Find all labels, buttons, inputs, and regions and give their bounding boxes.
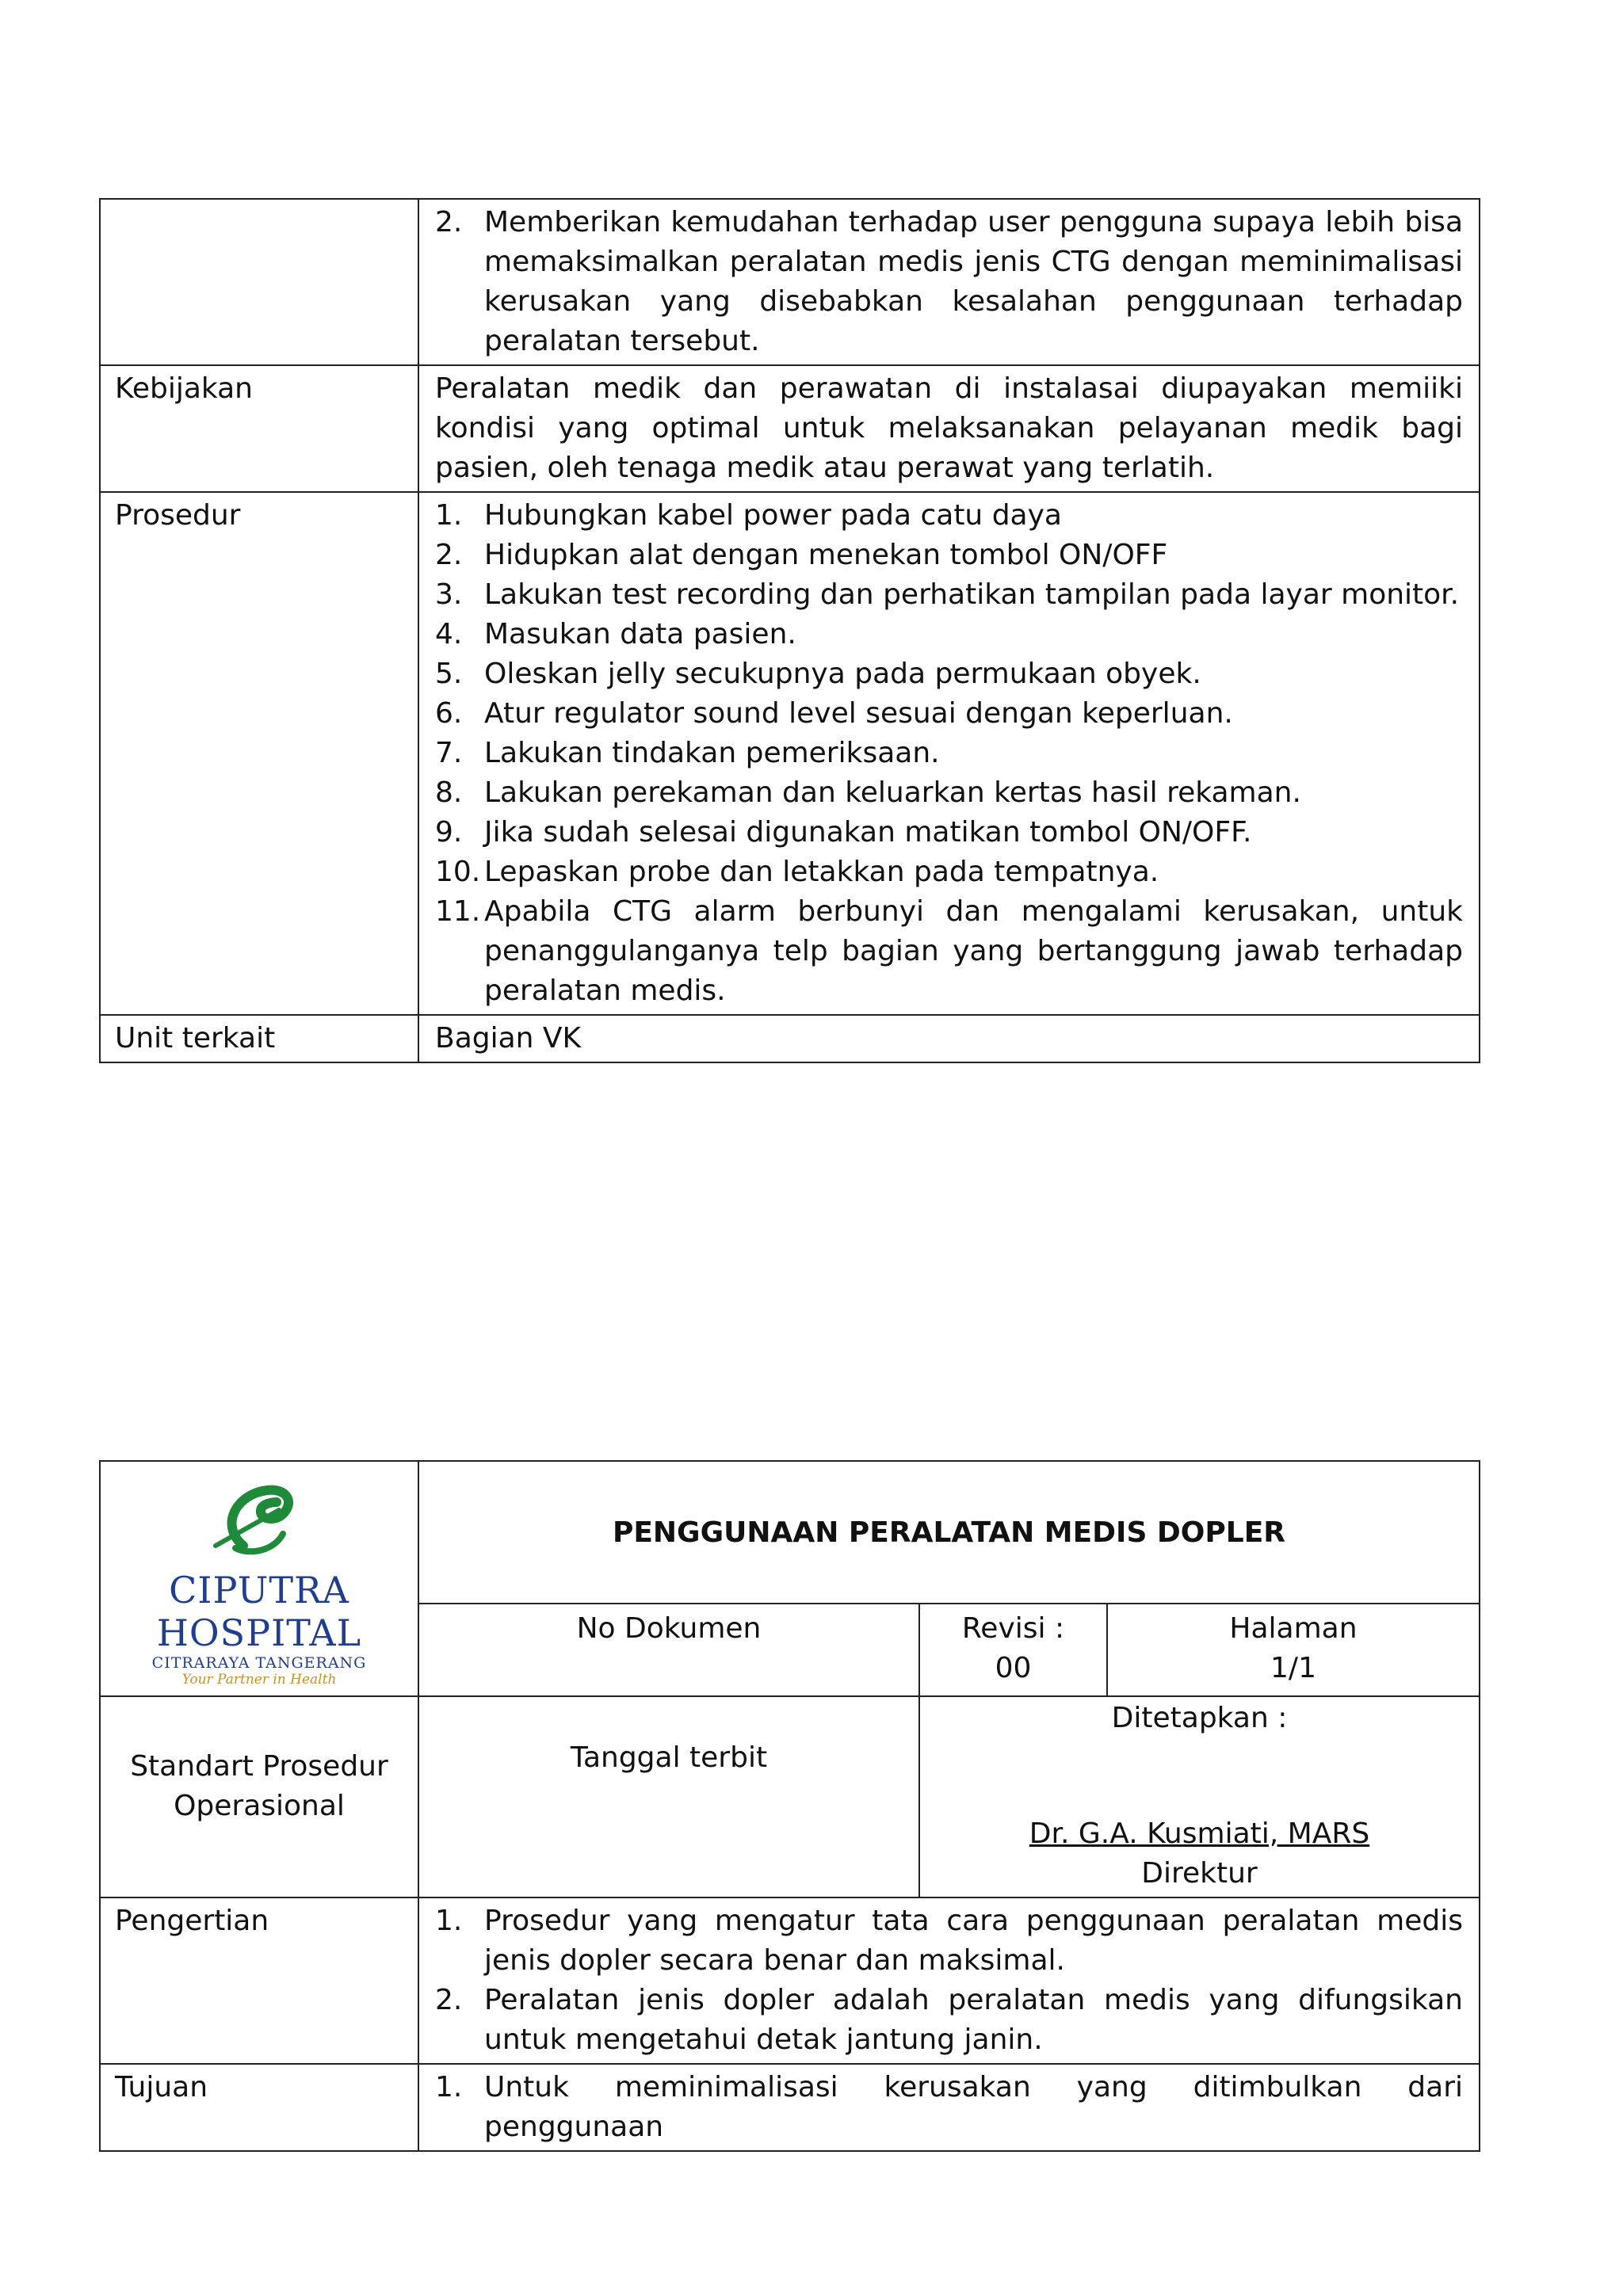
prosedur-list <box>435 496 1463 1011</box>
list-item: 2. Peralatan jenis dopler adalah peralatan medis yang difungsikan untuk mengetahui detak jantung janin. <box>435 1984 1463 2056</box>
logo-tagline: Your Partner in Health <box>181 1671 337 1688</box>
tanggal-terbit-cell: Tanggal terbit <box>419 1697 920 1897</box>
top-sop-table <box>99 198 1480 1063</box>
doc-info-row <box>419 1603 1479 1695</box>
list-item: 1. Hubungkan kabel power pada catu daya <box>435 499 1062 532</box>
continuation-label-cell <box>101 200 419 364</box>
list-item: 1. Prosedur yang mengatur tata cara penggunaan peralatan medis jenis dopler secara benar dan maksimal. <box>435 1905 1463 1977</box>
tujuan-row <box>101 2063 1479 2150</box>
bottom-sop-table <box>99 1460 1480 2152</box>
list-item: 4. Masukan data pasien. <box>435 618 796 650</box>
unit-terkait-row <box>101 1014 1479 1062</box>
logo-cell <box>101 1462 419 1695</box>
list-item: 5. Oleskan jelly secukupnya pada permukaan obyek. <box>435 658 1201 690</box>
logo-sub: CITRARAYA TANGERANG <box>151 1653 367 1672</box>
pengertian-row <box>101 1897 1479 2063</box>
tujuan-list <box>435 2068 1463 2147</box>
list-item: 8. Lakukan perekaman dan keluarkan kertas hasil rekaman. <box>435 776 1301 809</box>
continuation-row <box>101 200 1479 364</box>
list-item: 6. Atur regulator sound level sesuai dengan keperluan. <box>435 697 1233 730</box>
list-item: 1. Untuk meminimalisasi kerusakan yang ditimbulkan dari penggunaan <box>435 2071 1463 2143</box>
list-item: 10. Lepaskan probe dan letakkan pada tempatnya. <box>435 856 1159 888</box>
list-item: 3. Lakukan test recording dan perhatikan tampilan pada layar monitor. <box>435 578 1460 611</box>
tujuan-list-cell <box>419 2065 1479 2150</box>
list-item: 9. Jika sudah selesai digunakan matikan tombol ON/OFF. <box>435 816 1252 849</box>
pengertian-label: Pengertian <box>101 1898 419 2063</box>
pengertian-list <box>435 1901 1463 2060</box>
prosedur-list-cell <box>419 493 1479 1014</box>
tujuan-label: Tujuan <box>101 2065 419 2150</box>
list-item: 11. Apabila CTG alarm berbunyi dan mengalami kerusakan, untuk penanggulanganya telp bagian yang bertanggung jawab terhadap peralatan medis. <box>435 895 1463 1007</box>
continuation-value-cell <box>419 200 1479 364</box>
list-item: 2. Hidupkan alat dengan menekan tombol ON/OFF <box>435 539 1168 571</box>
list-item: 2. Memberikan kemudahan terhadap user pengguna supaya lebih bisa memaksimalkan peralatan medis jenis CTG dengan meminimalisasi kerusakan yang disebabkan kesalahan penggunaan terhadap peralatan tersebut. <box>435 206 1463 357</box>
kebijakan-row <box>101 364 1479 491</box>
no-dokumen-cell: No Dokumen <box>419 1604 920 1695</box>
ciputra-logo-icon <box>204 1470 315 1566</box>
sop-label: Standart Prosedur Operasional <box>101 1697 419 1897</box>
kebijakan-label: Kebijakan <box>101 366 419 491</box>
hospital-logo <box>101 1470 418 1688</box>
halaman-cell: Halaman 1/1 <box>1229 1612 1358 1684</box>
signer-title: Direktur <box>1141 1857 1258 1890</box>
sop-row <box>101 1695 1479 1897</box>
prosedur-row <box>101 491 1479 1014</box>
ditetapkan-cell: Ditetapkan : Dr. G.A. Kusmiati, MARS Direktur <box>920 1697 1479 1897</box>
pengertian-list-cell <box>419 1898 1479 2063</box>
document-title: PENGGUNAAN PERALATAN MEDIS DOPLER <box>612 1516 1286 1549</box>
prosedur-label: Prosedur <box>101 493 419 1014</box>
header-right <box>419 1462 1479 1695</box>
logo-name: CIPUTRA HOSPITAL <box>156 1568 362 1654</box>
header-row <box>101 1462 1479 1695</box>
kebijakan-text: Peralatan medik dan perawatan di instalasai diupayakan memiiki kondisi yang optimal untuk melaksanakan pelayanan medik bagi pasien, oleh tenaga medik atau perawat yang terlatih. <box>435 372 1463 484</box>
list-item: 7. Lakukan tindakan pemeriksaan. <box>435 737 940 769</box>
signer-name: Dr. G.A. Kusmiati, MARS <box>1029 1817 1370 1850</box>
unit-terkait-label: Unit terkait <box>101 1016 419 1062</box>
revisi-cell: Revisi : 00 <box>920 1604 1108 1695</box>
unit-terkait-text: Bagian VK <box>435 1022 582 1055</box>
